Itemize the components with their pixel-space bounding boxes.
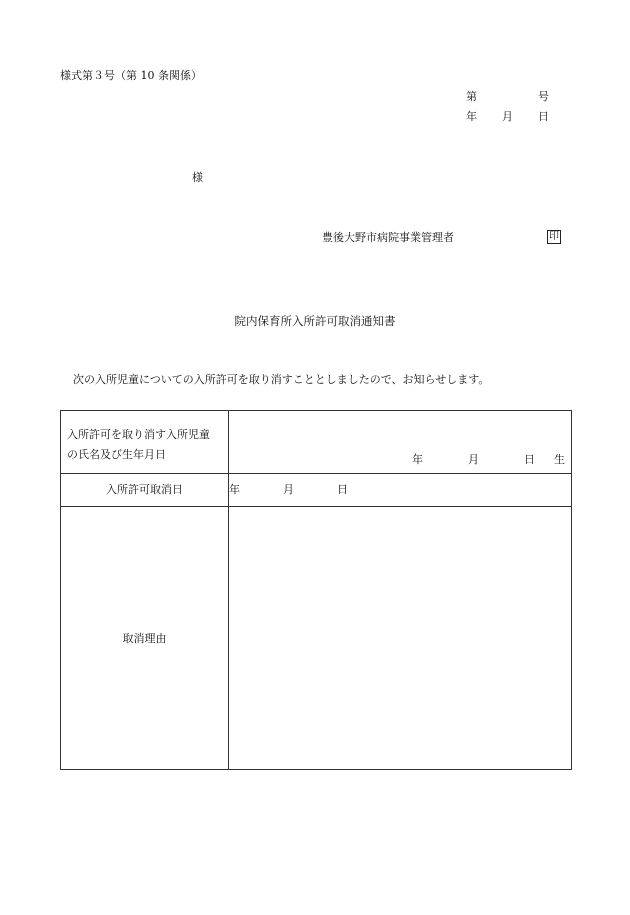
issue-date-day: 日 bbox=[538, 110, 549, 123]
birth-month: 月 bbox=[468, 453, 479, 466]
cancel-date-label: 入所許可取消日 bbox=[61, 474, 229, 507]
cancel-year: 年 bbox=[229, 483, 240, 496]
reason-value-cell bbox=[229, 507, 572, 770]
birth-day: 日 bbox=[524, 453, 535, 466]
cancel-month: 月 bbox=[283, 483, 294, 496]
seal-mark: 印 bbox=[549, 231, 559, 242]
sender-name: 豊後大野市病院事業管理者 bbox=[322, 231, 454, 244]
child-value-cell bbox=[229, 411, 572, 474]
document-title: 院内保育所入所許可取消通知書 bbox=[234, 314, 396, 328]
cancel-day: 日 bbox=[337, 483, 348, 496]
body-text: 次の入所児童についての入所許可を取り消すこととしましたので、お知らせします。 bbox=[73, 373, 490, 386]
cancel-date-row bbox=[61, 474, 572, 507]
reason-row bbox=[61, 507, 572, 770]
birth-suffix: 生 bbox=[554, 453, 565, 466]
addressee-suffix: 様 bbox=[192, 171, 203, 184]
issue-date-year: 年 bbox=[466, 110, 477, 123]
notice-table bbox=[60, 410, 572, 770]
reason-label: 取消理由 bbox=[61, 507, 229, 770]
birth-date bbox=[412, 451, 565, 467]
cancel-date-value bbox=[229, 474, 572, 507]
child-row bbox=[61, 411, 572, 474]
form-number: 様式第３号（第 10 条関係） bbox=[60, 69, 202, 82]
child-label-line1: 入所許可を取り消す入所児童 bbox=[67, 428, 210, 441]
birth-year: 年 bbox=[412, 453, 423, 466]
child-label-cell bbox=[61, 411, 229, 474]
issue-date-month: 月 bbox=[502, 110, 513, 123]
child-label-line2: の氏名及び生年月日 bbox=[67, 448, 166, 461]
doc-number-suffix: 号 bbox=[538, 90, 549, 103]
doc-number-prefix: 第 bbox=[466, 90, 477, 103]
